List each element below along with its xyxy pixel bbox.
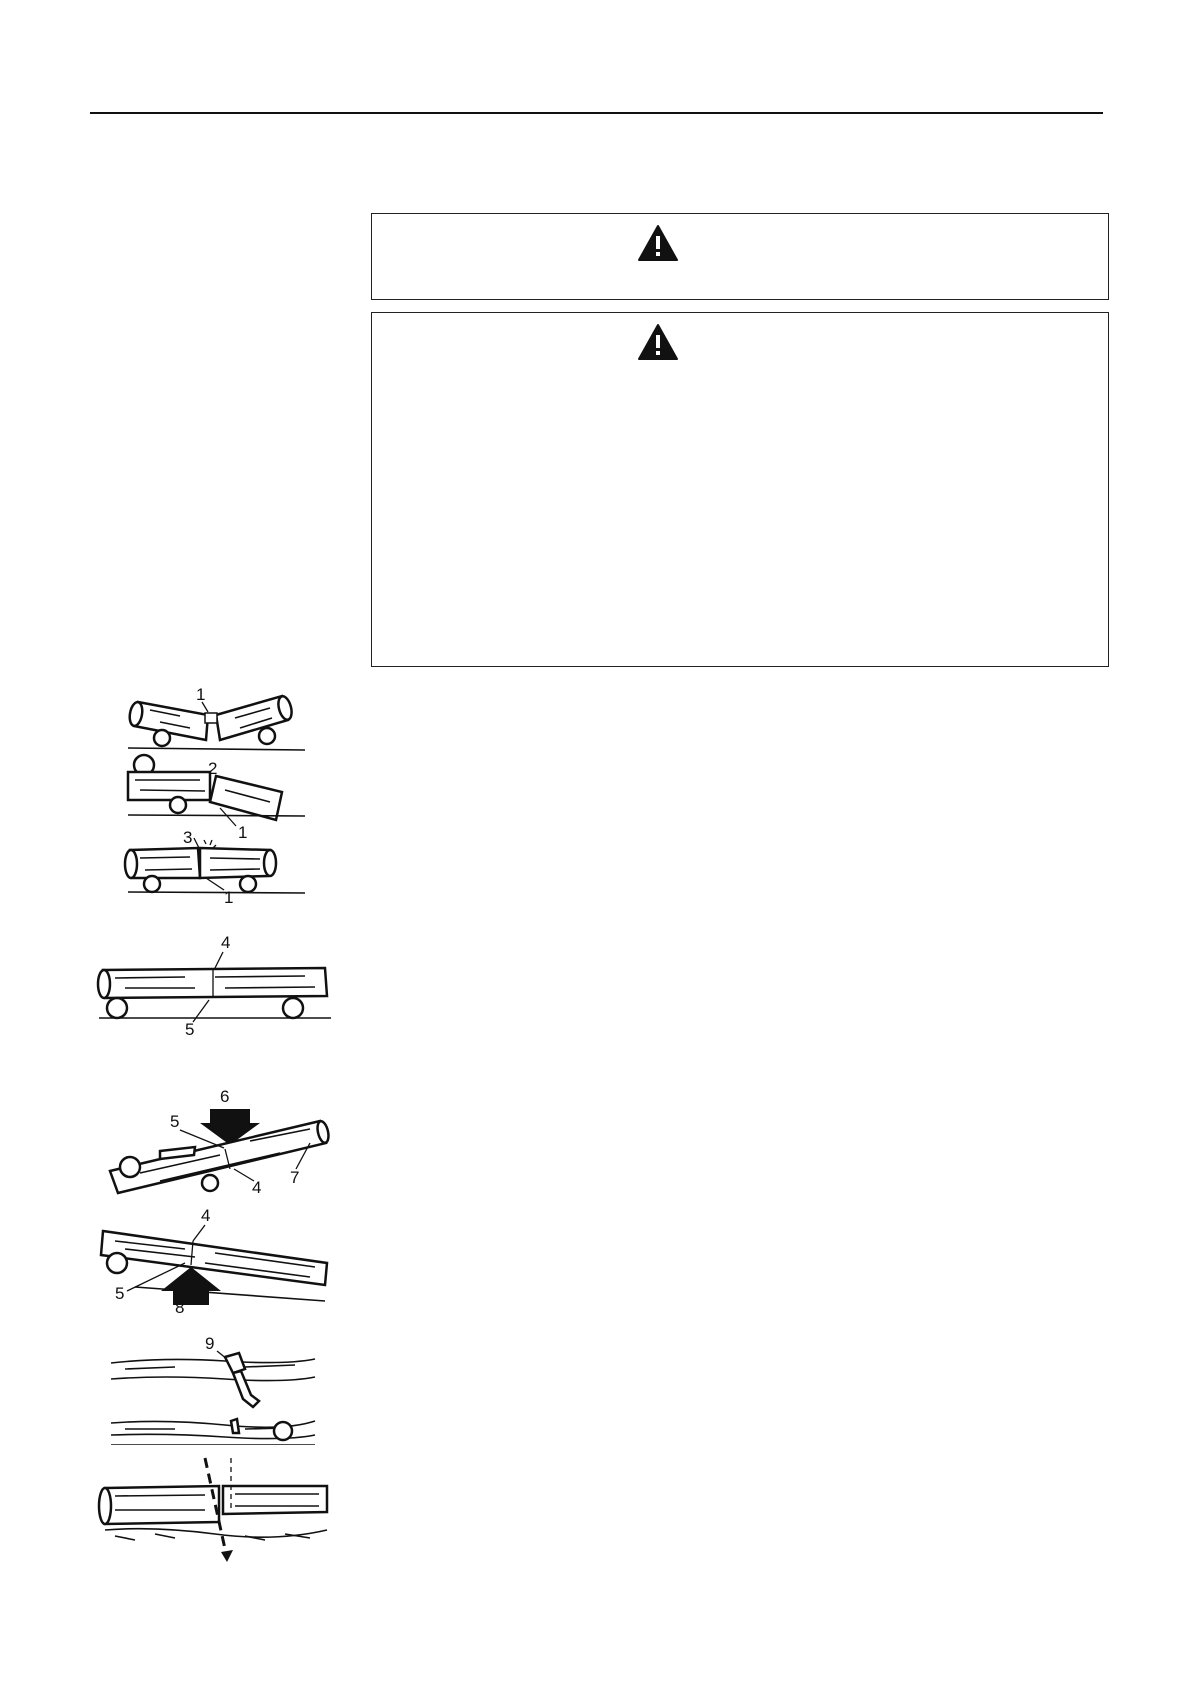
figure-log-force-above (100, 1085, 330, 1195)
figure-log-supported-ends (95, 930, 335, 1040)
fig3-label-7: 7 (290, 1168, 300, 1187)
figure-log-wedge (105, 1335, 325, 1445)
fig1-label-1a: 1 (196, 685, 206, 704)
fig1-label-1b: 1 (238, 823, 248, 842)
fig2-label-5: 5 (185, 1020, 195, 1039)
warning-triangle-icon (637, 323, 679, 361)
fig4-label-4: 4 (201, 1206, 211, 1225)
fig4-label-5: 5 (115, 1284, 125, 1303)
fig1-label-3: 3 (183, 828, 193, 847)
fig1-label-2: 2 (208, 759, 218, 778)
fig4-label-8: 8 (175, 1298, 185, 1315)
figure-log-force-below (95, 1205, 335, 1315)
fig3-label-5: 5 (170, 1112, 180, 1131)
figure-log-pinch-illustration (120, 680, 330, 905)
warning-box-1 (371, 213, 1109, 300)
warning-box-2 (371, 312, 1109, 667)
fig1-label-1c: 1 (224, 888, 234, 905)
figure-log-cut-line (95, 1450, 335, 1565)
header-rule (90, 112, 1103, 114)
warning-triangle-icon (637, 224, 679, 262)
fig3-label-4: 4 (252, 1178, 262, 1195)
fig5-label-9: 9 (205, 1335, 215, 1353)
fig3-label-6: 6 (220, 1087, 230, 1106)
fig2-label-4: 4 (221, 933, 231, 952)
